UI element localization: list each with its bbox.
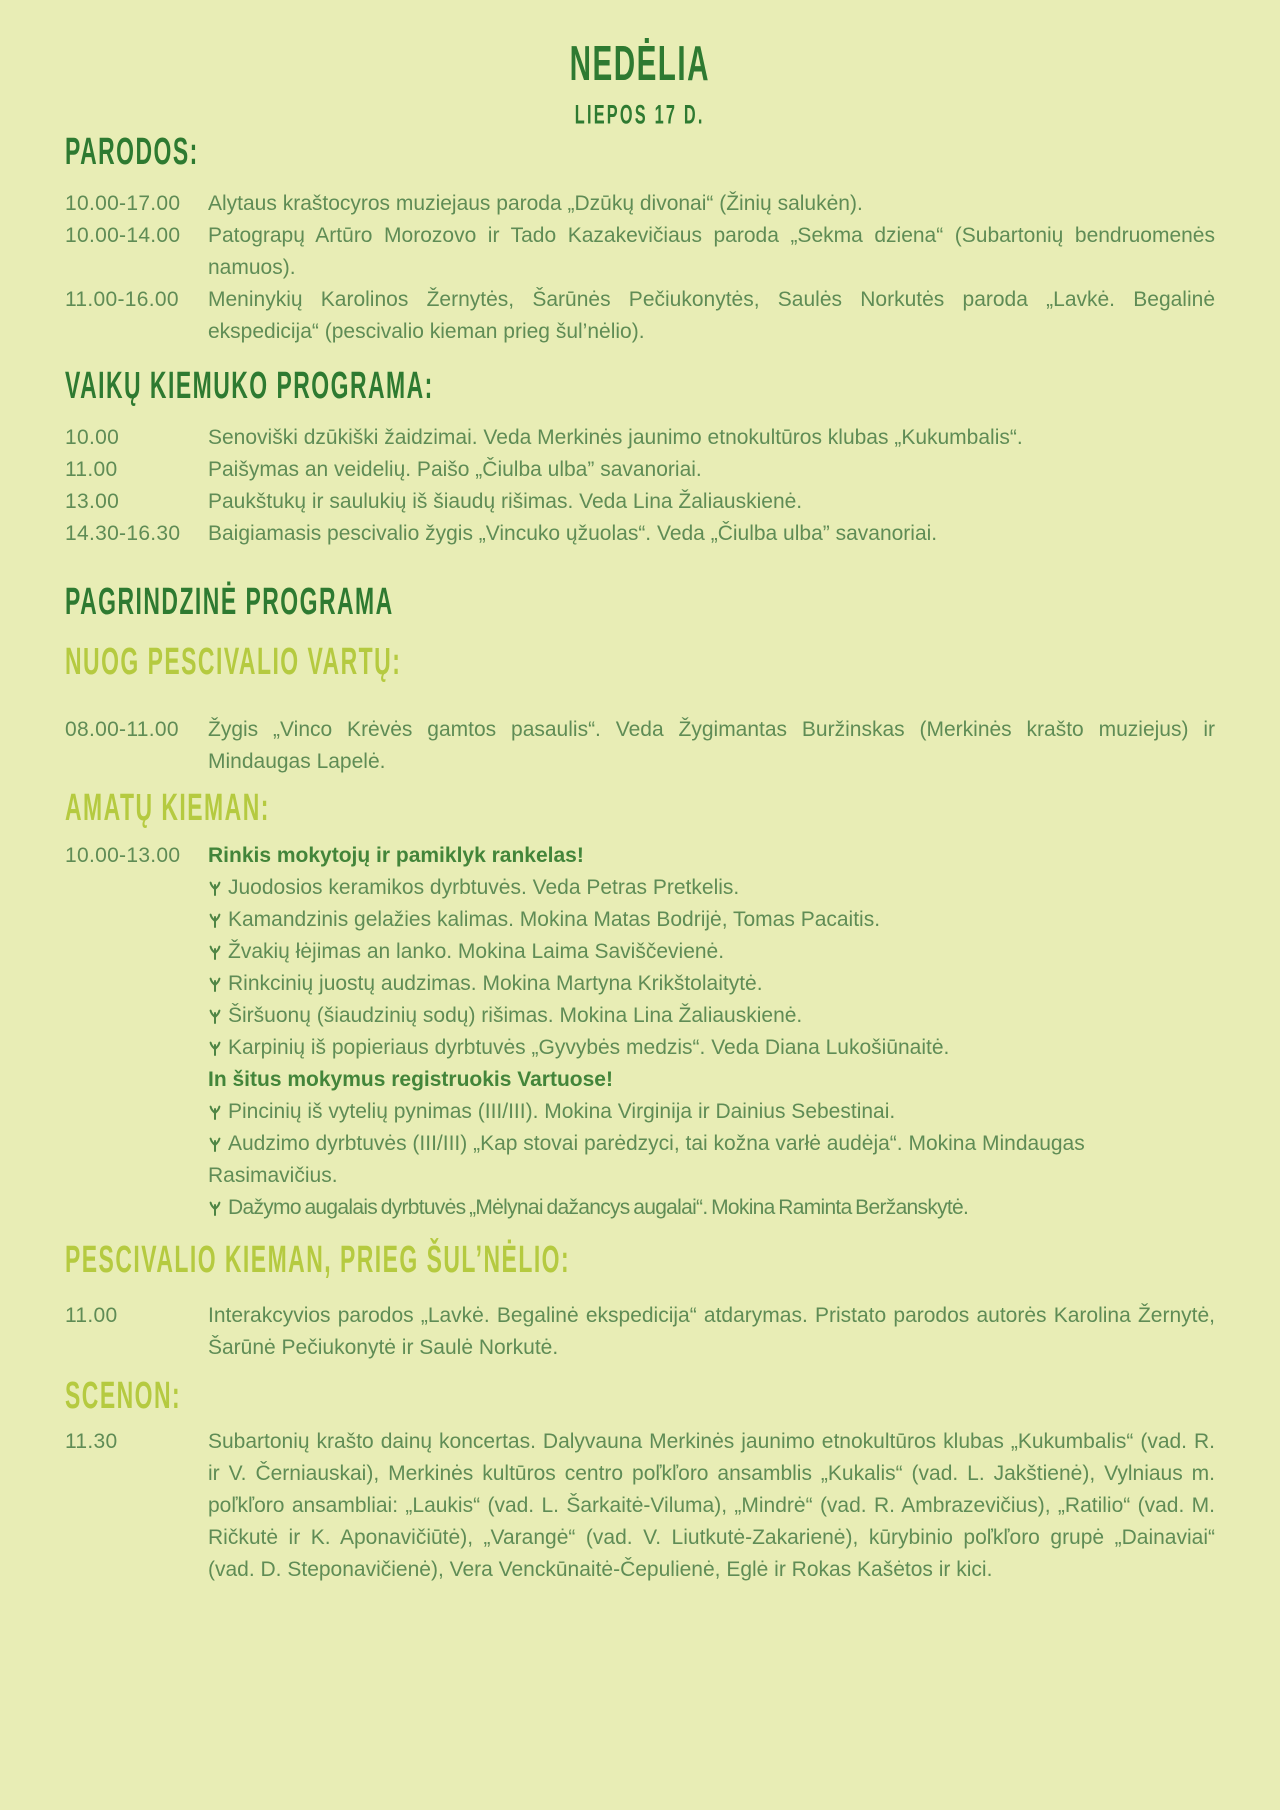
craft-note: [208, 1064, 1215, 1096]
event-time: 14.30-16.30: [65, 522, 181, 545]
schedule-row: [65, 1426, 1215, 1586]
craft-line-text: Kamandzinis gelažies kalimas. Mokina Matas Bodrijė, Tomas Pacaitis.: [228, 908, 881, 931]
section-heading: [65, 1238, 1215, 1282]
craft-line-text: Dažymo augalais dyrbtuvės „Mėlynai dažancys augalai“. Mokina Raminta Beržanskytė.: [228, 1196, 969, 1219]
schedule-row: [65, 284, 1215, 348]
craft-line: [208, 1032, 1215, 1064]
sprig-bullet-icon: [208, 906, 222, 922]
sprig-bullet-icon: [208, 874, 222, 890]
craft-line-text: In šitus mokymus registruokis Vartuose!: [208, 1068, 613, 1091]
schedule-row: [65, 1300, 1215, 1364]
section-heading-text: PESCIVALIO KIEMAN, PRIEG ŠUL’NĖLIO:: [65, 1238, 571, 1281]
sprig-bullet-icon: [208, 1098, 222, 1114]
event-time: 08.00-11.00: [65, 718, 179, 741]
craft-line-text: Rinkcinių juostų audzimas. Mokina Martyna Krikštolaitytė.: [228, 972, 763, 995]
event-description: Subartonių krašto dainų koncertas. Dalyvauna Merkinės jaunimo etnokultūros klubas „Kukumbalis“ (vad. R. ir V. Černiauskai), Merkinės kultūros centro poľkľoro ansamblis „Kukalis“ (vad. L. Jakštienė), Vylniaus m. poľkľoro ansambliai: „Laukis“ (vad. L. Šarkaitė-Viluma), „Mindrė“ (vad. R. Ambrazevičius), „Ratilio“ (vad. M. Ričkutė ir K. Aponavičiūtė), „Varangė“ (vad. V. Liutkutė-Zakarienė), kūrybinio poľkľoro grupė „Dainaviai“ (vad. D. Steponavičienė), Vera Venckūnaitė-Čepulienė, Eglė ir Rokas Kašėtos ir kici.: [208, 1430, 1215, 1581]
event-description: Senoviški dzūkiški žaidzimai. Veda Merkinės jaunimo etnokultūros klubas „Kukumbalis“.: [208, 426, 1023, 449]
schedule-row: [65, 188, 1215, 220]
craft-line-text: Juodosios keramikos dyrbtuvės. Veda Petras Pretkelis.: [228, 876, 740, 899]
section-pescivalio-kieman: [65, 1238, 1215, 1364]
schedule-row: [65, 422, 1215, 454]
sprig-bullet-icon: [208, 938, 222, 954]
schedule-row: [65, 486, 1215, 518]
section-heading-text: PARODOS:: [65, 130, 199, 173]
section-nuog-pescivalio-vartu: [65, 640, 1215, 778]
event-time: 13.00: [65, 490, 120, 513]
section-heading: [65, 640, 1215, 684]
schedule-row: [65, 840, 1215, 1224]
event-time: 10.00-14.00: [65, 224, 181, 247]
craft-line-text: Audzimo dyrbtuvės (III/III) „Kap stovai parėdzyci, tai kožna varłė audėja“. Mokina Mindaugas Rasimavičius.: [208, 1132, 1085, 1187]
sprig-bullet-icon: [208, 1194, 222, 1210]
page-title-text: NEDĖLIA: [569, 37, 711, 91]
event-description: Interakcyvios parodos „Lavkė. Begalinė ekspedicija“ atdarymas. Pristato parodos autorės Karolina Žernytė, Šarūnė Pečiukonytė ir Saulė Norkutė.: [208, 1304, 1215, 1359]
event-time: 11.00: [65, 1304, 118, 1327]
craft-line-text: Pincinių iš vytelių pynimas (III/III). Mokina Virginija ir Dainius Sebestinai.: [228, 1100, 896, 1123]
event-description: Paišymas an veidelių. Paišo „Čiulba ulba” savanoriai.: [208, 458, 702, 481]
page-title: [65, 36, 1215, 92]
event-time: 11.00: [65, 458, 118, 481]
event-time: 10.00: [65, 426, 120, 449]
event-time: 10.00-13.00: [65, 844, 181, 867]
sprig-bullet-icon: [208, 970, 222, 986]
section-heading: [65, 130, 1215, 174]
section-heading-text: SCENON:: [65, 1374, 182, 1417]
section-parodos: [65, 130, 1215, 348]
event-description: Paukštukų ir saulukių iš šiaudų rišimas. Veda Lina Žaliauskienė.: [208, 490, 803, 513]
event-time: 11.00-16.00: [65, 288, 179, 311]
section-heading: [65, 786, 1215, 830]
schedule-row: [65, 714, 1215, 778]
section-pagrindzine-programa: [65, 580, 1215, 624]
craft-line-text: Rinkis mokytojų ir pamiklyk rankelas!: [208, 844, 584, 867]
section-heading-text: NUOG PESCIVALIO VARTŲ:: [65, 640, 402, 683]
event-description: [208, 840, 1215, 1224]
section-heading: [65, 580, 1215, 624]
craft-line: [208, 1096, 1215, 1128]
craft-note: [208, 840, 1215, 872]
craft-line-text: Žvakių łėjimas an lanko. Mokina Laima Saviščevienė.: [228, 940, 725, 963]
craft-line: [208, 872, 1215, 904]
section-vaiku-kiemuko-programa: [65, 364, 1215, 550]
section-heading-text: PAGRINDZINĖ PROGRAMA: [65, 580, 394, 623]
event-description: Žygis „Vinco Krėvės gamtos pasaulis“. Veda Žygimantas Buržinskas (Merkinės krašto muziejus) ir Mindaugas Lapelė.: [208, 718, 1215, 773]
craft-line-text: Karpinių iš popieriaus dyrbtuvės „Gyvybės medzis“. Veda Diana Lukošiūnaitė.: [228, 1036, 950, 1059]
event-time: 11.30: [65, 1430, 118, 1453]
craft-line: [208, 1128, 1215, 1192]
craft-line: [208, 1000, 1215, 1032]
schedule-row: [65, 454, 1215, 486]
craft-line: [208, 936, 1215, 968]
craft-line: [208, 968, 1215, 1000]
section-heading-text: AMATŲ KIEMAN:: [65, 786, 270, 829]
sprig-bullet-icon: [208, 1130, 222, 1146]
poster-header: [65, 36, 1215, 130]
event-time: 10.00-17.00: [65, 192, 181, 215]
craft-line-text: Širšuonų (šiaudzinių sodų) rišimas. Mokina Lina Žaliauskienė.: [228, 1004, 803, 1027]
schedule-row: [65, 220, 1215, 284]
section-amatu-kieman: [65, 786, 1215, 1224]
program-schedule: [65, 130, 1215, 1586]
page-subtitle: [65, 100, 1215, 130]
event-description: Meninykių Karolinos Žernytės, Šarūnės Pečiukonytės, Saulės Norkutės paroda „Lavkė. Begalinė ekspedicija“ (pescivalio kieman prieg šul’nėlio).: [208, 288, 1215, 343]
page-subtitle-text: LIEPOS 17 D.: [575, 99, 705, 130]
schedule-row: [65, 518, 1215, 550]
section-scenon: [65, 1374, 1215, 1586]
craft-line: [208, 904, 1215, 936]
event-description: Alytaus kraštocyros muziejaus paroda „Dzūkų divonai“ (Žinių salukėn).: [208, 192, 863, 215]
event-description: Patograpų Artūro Morozovo ir Tado Kazakevičiaus paroda „Sekma dziena“ (Subartonių bendruomenės namuos).: [208, 224, 1215, 279]
craft-line: [208, 1192, 1215, 1224]
section-heading: [65, 364, 1215, 408]
section-heading-text: VAIKŲ KIEMUKO PROGRAMA:: [65, 364, 434, 407]
event-description: Baigiamasis pescivalio žygis „Vincuko ųžuolas“. Veda „Čiulba ulba” savanoriai.: [208, 522, 938, 545]
section-heading: [65, 1374, 1215, 1418]
sprig-bullet-icon: [208, 1034, 222, 1050]
sprig-bullet-icon: [208, 1002, 222, 1018]
